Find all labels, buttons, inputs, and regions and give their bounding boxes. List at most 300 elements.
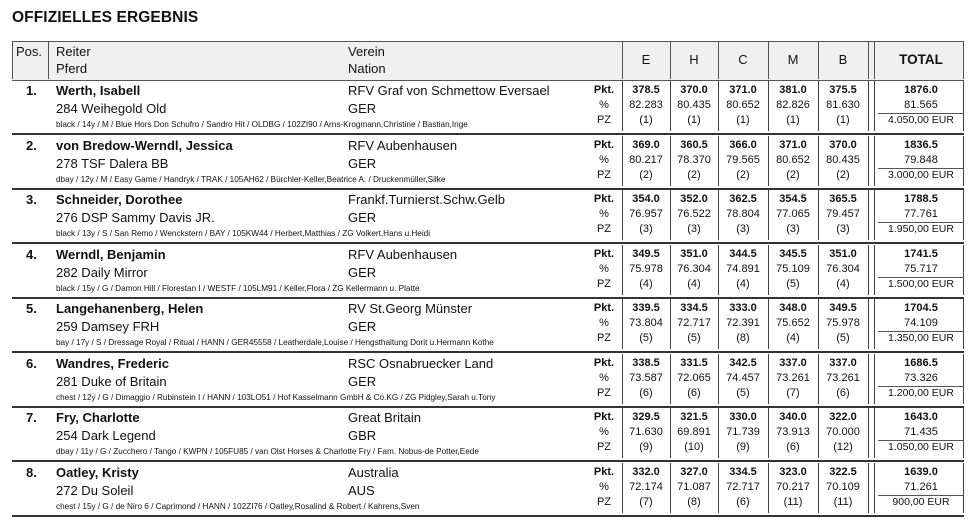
column-divider — [868, 299, 869, 349]
header-nation: Nation — [348, 61, 386, 76]
nation: GER — [348, 319, 377, 334]
horse-details: black / 14y / M / Blue Hors Don Schufro / Sandro Hit / OLDBG / 102ZI90 / Arns-Krogmann,Christine / Bastian,Inge — [56, 120, 468, 129]
judge-place: (2) — [639, 168, 653, 181]
result-entry — [12, 299, 956, 353]
judge-place: (6) — [736, 495, 750, 508]
total-points: 1788.5 — [904, 193, 938, 205]
judge-points: 345.5 — [779, 247, 807, 260]
judge-points: 344.5 — [729, 247, 757, 260]
judge-points: 378.5 — [632, 84, 660, 96]
judge-points: 375.5 — [829, 84, 857, 96]
judge-percent: 72.065 — [677, 371, 711, 384]
judge-place: (7) — [786, 386, 800, 399]
place-key: PZ — [596, 114, 612, 126]
club: RFV Aubenhausen — [348, 137, 458, 153]
judge-points: 360.5 — [680, 138, 708, 151]
judge-points: 370.0 — [680, 84, 708, 96]
header-rider: Reiter — [56, 44, 91, 59]
nation: GER — [348, 210, 377, 225]
judge-percent: 75.978 — [826, 317, 860, 329]
club: RFV Aubenhausen — [348, 246, 458, 262]
score-row-keys — [590, 83, 618, 128]
judge-score — [819, 410, 867, 455]
column-divider — [874, 463, 875, 513]
judge-place: (3) — [836, 223, 850, 235]
total-percent: 81.565 — [904, 99, 938, 111]
column-divider — [874, 299, 875, 349]
result-entry — [12, 245, 956, 299]
total-score — [876, 356, 966, 401]
judge-points: 370.0 — [829, 138, 857, 151]
header-judge-h: H — [689, 52, 699, 67]
judge-place: (5) — [736, 386, 750, 399]
judge-percent: 72.717 — [677, 317, 711, 329]
judge-score — [819, 138, 867, 183]
judge-points: 369.0 — [632, 138, 660, 151]
judge-points: 371.0 — [779, 138, 807, 151]
judge-place: (7) — [639, 495, 653, 508]
prize-money: 1.500,00 EUR — [888, 277, 954, 290]
judge-points: 351.0 — [829, 247, 857, 260]
total-score — [876, 301, 966, 346]
judge-score — [819, 247, 867, 292]
judge-points: 337.0 — [829, 356, 857, 369]
rider-name: Schneider, Dorothee — [56, 192, 183, 207]
judge-score — [769, 301, 817, 346]
club: RFV Graf von Schmettow Eversael — [348, 83, 550, 98]
horse-details: black / 15y / G / Damon Hill / Florestan I / WESTF / 105LM91 / Keller,Flora / ZG Kellermann u. Platte — [56, 283, 420, 293]
judge-points: 338.5 — [632, 356, 660, 369]
judge-place: (1) — [786, 114, 800, 126]
header-club: Verein — [348, 44, 385, 59]
column-divider — [868, 463, 869, 513]
position: 7. — [26, 410, 37, 425]
judge-points: 323.0 — [779, 465, 807, 478]
judge-percent: 81.630 — [826, 99, 860, 111]
judge-percent: 71.739 — [726, 426, 760, 438]
header-judge-e: E — [641, 52, 651, 67]
judge-percent: 74.457 — [726, 371, 760, 384]
rider-name: Wandres, Frederic — [56, 355, 169, 371]
horse-name: 278 TSF Dalera BB — [56, 155, 169, 171]
position: 8. — [26, 464, 37, 480]
header-horse: Pferd — [56, 61, 88, 76]
judge-score — [819, 301, 867, 346]
total-divider — [878, 168, 964, 169]
judge-points: 339.5 — [632, 302, 660, 314]
header-judge-c: C — [738, 52, 748, 67]
judge-percent: 78.804 — [726, 208, 760, 220]
nation: GER — [348, 373, 377, 389]
judge-score — [670, 83, 718, 128]
judge-score — [670, 301, 718, 346]
points-key: Pkt. — [593, 465, 615, 478]
judge-points: 333.0 — [729, 302, 757, 314]
judge-place: (4) — [786, 332, 800, 344]
prize-money: 1.950,00 EUR — [888, 223, 954, 235]
percent-key: % — [599, 371, 609, 384]
club: RV St.Georg Münster — [348, 301, 473, 316]
header-judge-b: B — [838, 52, 848, 67]
judge-place: (9) — [639, 441, 653, 453]
judge-points: 329.5 — [632, 411, 660, 423]
score-row-keys — [590, 247, 618, 292]
prize-money: 4.050,00 EUR — [888, 114, 954, 126]
horse-details: dbay / 11y / G / Zucchero / Tango / KWPN / 105FU85 / van Olst Horses & Charlotte Fry / Fam. Nobus-de Potter,Eede — [56, 447, 479, 456]
judge-place: (4) — [836, 277, 850, 290]
judge-percent: 76.957 — [629, 208, 663, 220]
judge-score — [719, 247, 767, 292]
total-score — [876, 192, 966, 237]
judge-percent: 80.435 — [826, 153, 860, 166]
judge-place: (11) — [833, 495, 853, 508]
judge-percent: 76.304 — [826, 262, 860, 275]
judge-score — [622, 247, 670, 292]
judge-score — [719, 465, 767, 510]
judge-place: (2) — [786, 168, 800, 181]
judge-percent: 73.261 — [826, 371, 860, 384]
judge-score — [719, 138, 767, 183]
result-entry — [12, 463, 956, 517]
rider-name: Werndl, Benjamin — [56, 246, 166, 262]
total-percent: 79.848 — [904, 153, 938, 166]
header-total: TOTAL — [899, 52, 943, 67]
judge-points: 330.0 — [729, 411, 757, 423]
judge-percent: 79.457 — [826, 208, 860, 220]
page-title: OFFIZIELLES ERGEBNIS — [12, 9, 199, 26]
points-key: Pkt. — [593, 84, 615, 96]
judge-place: (1) — [639, 114, 653, 126]
judge-percent: 73.261 — [776, 371, 810, 384]
judge-place: (1) — [736, 114, 750, 126]
judge-score — [769, 247, 817, 292]
percent-key: % — [599, 153, 609, 166]
score-row-keys — [590, 356, 618, 401]
judge-points: 348.0 — [779, 302, 807, 314]
judge-points: 371.0 — [729, 84, 757, 96]
judge-score — [719, 301, 767, 346]
rider-name: Werth, Isabell — [56, 83, 141, 98]
judge-score — [769, 83, 817, 128]
header-pos: Pos. — [16, 44, 43, 59]
points-key: Pkt. — [593, 247, 615, 260]
horse-name: 282 Daily Mirror — [56, 264, 148, 280]
total-percent: 75.717 — [904, 262, 938, 275]
judge-score — [670, 247, 718, 292]
total-points: 1741.5 — [904, 247, 938, 260]
judge-percent: 78.370 — [677, 153, 711, 166]
header-judge-m: M — [787, 52, 799, 67]
judge-points: 334.5 — [680, 302, 708, 314]
position: 6. — [26, 355, 37, 371]
entry-divider — [12, 515, 964, 517]
judge-score — [819, 465, 867, 510]
judge-points: 340.0 — [779, 411, 807, 423]
header-divider — [12, 41, 13, 79]
judge-score — [769, 465, 817, 510]
judge-percent: 72.717 — [726, 480, 760, 493]
total-percent: 73.326 — [904, 371, 938, 384]
nation: GER — [348, 264, 377, 280]
horse-details: black / 13y / S / San Remo / Wenckstern / BAY / 105KW44 / Herbert,Matthias / ZG Volkert,Hans u.Heidi — [56, 229, 431, 238]
points-key: Pkt. — [593, 138, 615, 151]
total-score — [876, 83, 966, 128]
result-entry — [12, 354, 956, 408]
nation: GER — [348, 155, 377, 171]
judge-score — [670, 356, 718, 401]
judge-points: 322.0 — [829, 411, 857, 423]
judge-score — [670, 410, 718, 455]
score-row-keys — [590, 465, 618, 510]
judge-place: (3) — [687, 223, 701, 235]
percent-key: % — [599, 99, 609, 111]
judge-points: 322.5 — [829, 465, 857, 478]
judge-place: (11) — [783, 495, 803, 508]
judge-score — [819, 356, 867, 401]
judge-place: (6) — [836, 386, 850, 399]
judge-score — [670, 192, 718, 237]
judge-percent: 79.565 — [726, 153, 760, 166]
percent-key: % — [599, 480, 609, 493]
rider-name: von Bredow-Werndl, Jessica — [56, 137, 233, 153]
percent-key: % — [599, 317, 609, 329]
percent-key: % — [599, 208, 609, 220]
judge-place: (3) — [786, 223, 800, 235]
score-row-keys — [590, 410, 618, 455]
header-divider — [48, 41, 49, 79]
judge-points: 342.5 — [729, 356, 757, 369]
judge-percent: 80.652 — [776, 153, 810, 166]
score-row-keys — [590, 192, 618, 237]
judge-score — [622, 301, 670, 346]
horse-name: 259 Damsey FRH — [56, 319, 160, 334]
judge-place: (12) — [833, 441, 853, 453]
judge-percent: 70.000 — [826, 426, 860, 438]
place-key: PZ — [596, 332, 612, 344]
result-entry — [12, 81, 956, 135]
result-entry — [12, 408, 956, 462]
judge-score — [719, 356, 767, 401]
position: 1. — [26, 83, 37, 98]
judge-place: (2) — [687, 168, 701, 181]
points-key: Pkt. — [593, 356, 615, 369]
total-points: 1639.0 — [904, 465, 938, 478]
judge-place: (2) — [836, 168, 850, 181]
judge-score — [622, 138, 670, 183]
judge-place: (9) — [736, 441, 750, 453]
column-divider — [874, 81, 875, 131]
judge-place: (6) — [639, 386, 653, 399]
column-divider — [874, 136, 875, 186]
judge-points: 354.0 — [632, 193, 660, 205]
total-divider — [878, 277, 964, 278]
judge-score — [769, 138, 817, 183]
horse-details: chest / 12y / G / Dimaggio / Rubinstein I / HANN / 103LO51 / Hof Kasselmann GmbH & Co.KG / ZG Pidgley,Sarah u.Tony — [56, 392, 496, 402]
header-divider — [868, 41, 869, 79]
judge-percent: 73.913 — [776, 426, 810, 438]
judge-points: 334.5 — [729, 465, 757, 478]
nation: AUS — [348, 482, 375, 498]
judge-score — [719, 410, 767, 455]
judge-place: (5) — [639, 332, 653, 344]
place-key: PZ — [596, 168, 612, 181]
judge-percent: 82.826 — [776, 99, 810, 111]
judge-percent: 70.109 — [826, 480, 860, 493]
judge-score — [719, 192, 767, 237]
total-points: 1876.0 — [904, 84, 938, 96]
judge-place: (4) — [736, 277, 750, 290]
judge-points: 331.5 — [680, 356, 708, 369]
judge-score — [622, 192, 670, 237]
judge-points: 352.0 — [680, 193, 708, 205]
total-points: 1704.5 — [904, 302, 938, 314]
horse-name: 272 Du Soleil — [56, 482, 134, 498]
column-divider — [868, 354, 869, 404]
club: Frankf.Turnierst.Schw.Gelb — [348, 192, 506, 207]
prize-money: 3.000,00 EUR — [888, 168, 954, 181]
total-divider — [878, 386, 964, 387]
judge-percent: 73.804 — [629, 317, 663, 329]
column-divider — [874, 190, 875, 240]
total-score — [876, 247, 966, 292]
horse-name: 284 Weihegold Old — [56, 101, 167, 116]
place-key: PZ — [596, 386, 612, 399]
judge-percent: 75.978 — [629, 262, 663, 275]
column-divider — [874, 245, 875, 295]
judge-points: 366.0 — [729, 138, 757, 151]
judge-percent: 72.391 — [726, 317, 760, 329]
judge-place: (1) — [687, 114, 701, 126]
club: Australia — [348, 464, 399, 480]
judge-percent: 82.283 — [629, 99, 663, 111]
judge-percent: 71.630 — [629, 426, 663, 438]
column-divider — [868, 245, 869, 295]
score-row-keys — [590, 138, 618, 183]
judge-place: (3) — [639, 223, 653, 235]
judge-percent: 76.304 — [677, 262, 711, 275]
horse-name: 276 DSP Sammy Davis JR. — [56, 210, 215, 225]
percent-key: % — [599, 262, 609, 275]
total-divider — [878, 113, 964, 114]
judge-percent: 80.435 — [677, 99, 711, 111]
horse-details: dbay / 12y / M / Easy Game / Handryk / TRAK / 105AH62 / Bürchler-Keller,Beatrice A. / Druckenmüller,Silke — [56, 174, 446, 184]
judge-percent: 76.522 — [677, 208, 711, 220]
prize-money: 1.350,00 EUR — [888, 332, 954, 344]
nation: GER — [348, 101, 377, 116]
score-row-keys — [590, 301, 618, 346]
total-percent: 71.435 — [904, 426, 938, 438]
judge-score — [622, 356, 670, 401]
horse-name: 281 Duke of Britain — [56, 373, 167, 389]
total-divider — [878, 440, 964, 441]
judge-points: 381.0 — [779, 84, 807, 96]
horse-name: 254 Dark Legend — [56, 428, 156, 443]
rider-name: Oatley, Kristy — [56, 464, 139, 480]
total-score — [876, 138, 966, 183]
judge-percent: 72.174 — [629, 480, 663, 493]
judge-percent: 71.087 — [677, 480, 711, 493]
place-key: PZ — [596, 223, 612, 235]
judge-place: (10) — [684, 441, 704, 453]
total-points: 1686.5 — [904, 356, 938, 369]
judge-score — [769, 192, 817, 237]
club: Great Britain — [348, 410, 421, 425]
nation: GBR — [348, 428, 377, 443]
judge-score — [622, 410, 670, 455]
horse-details: bay / 17y / S / Dressage Royal / Ritual / HANN / GER45558 / Leatherdale,Louise / Hengsthaltung Dorit u.Hermann Kothe — [56, 338, 494, 347]
judge-points: 349.5 — [632, 247, 660, 260]
rider-name: Langehanenberg, Helen — [56, 301, 204, 316]
total-divider — [878, 495, 964, 496]
results-header — [12, 41, 956, 80]
judge-place: (5) — [687, 332, 701, 344]
prize-money: 900,00 EUR — [892, 495, 950, 508]
judge-place: (6) — [687, 386, 701, 399]
judge-percent: 77.065 — [776, 208, 810, 220]
total-percent: 71.261 — [904, 480, 938, 493]
prize-money: 1.200,00 EUR — [888, 386, 954, 399]
position: 3. — [26, 192, 37, 207]
judge-score — [719, 83, 767, 128]
percent-key: % — [599, 426, 609, 438]
judge-place: (6) — [786, 441, 800, 453]
total-percent: 77.761 — [904, 208, 938, 220]
judge-place: (4) — [687, 277, 701, 290]
place-key: PZ — [596, 441, 612, 453]
position: 2. — [26, 137, 37, 153]
judge-points: 351.0 — [680, 247, 708, 260]
judge-percent: 75.652 — [776, 317, 810, 329]
prize-money: 1.050,00 EUR — [888, 441, 954, 453]
judge-percent: 74.891 — [726, 262, 760, 275]
judge-place: (4) — [639, 277, 653, 290]
column-divider — [874, 354, 875, 404]
points-key: Pkt. — [593, 302, 615, 314]
column-divider — [868, 81, 869, 131]
club: RSC Osnabruecker Land — [348, 355, 494, 371]
judge-points: 332.0 — [632, 465, 660, 478]
judge-place: (8) — [736, 332, 750, 344]
judge-score — [819, 192, 867, 237]
judge-score — [670, 138, 718, 183]
judge-points: 349.5 — [829, 302, 857, 314]
column-divider — [874, 408, 875, 458]
total-score — [876, 465, 966, 510]
judge-place: (1) — [836, 114, 850, 126]
position: 4. — [26, 246, 37, 262]
header-divider — [874, 41, 875, 79]
column-divider — [868, 136, 869, 186]
judge-score — [769, 410, 817, 455]
judge-points: 365.5 — [829, 193, 857, 205]
total-divider — [878, 222, 964, 223]
judge-place: (2) — [736, 168, 750, 181]
judge-points: 362.5 — [729, 193, 757, 205]
judge-percent: 70.217 — [776, 480, 810, 493]
judge-percent: 80.217 — [629, 153, 663, 166]
judge-place: (8) — [687, 495, 701, 508]
judge-points: 327.0 — [680, 465, 708, 478]
points-key: Pkt. — [593, 193, 615, 205]
column-divider — [868, 408, 869, 458]
total-score — [876, 410, 966, 455]
judge-score — [622, 83, 670, 128]
judge-points: 337.0 — [779, 356, 807, 369]
judge-score — [622, 465, 670, 510]
points-key: Pkt. — [593, 411, 615, 423]
result-entry — [12, 190, 956, 244]
judge-score — [819, 83, 867, 128]
